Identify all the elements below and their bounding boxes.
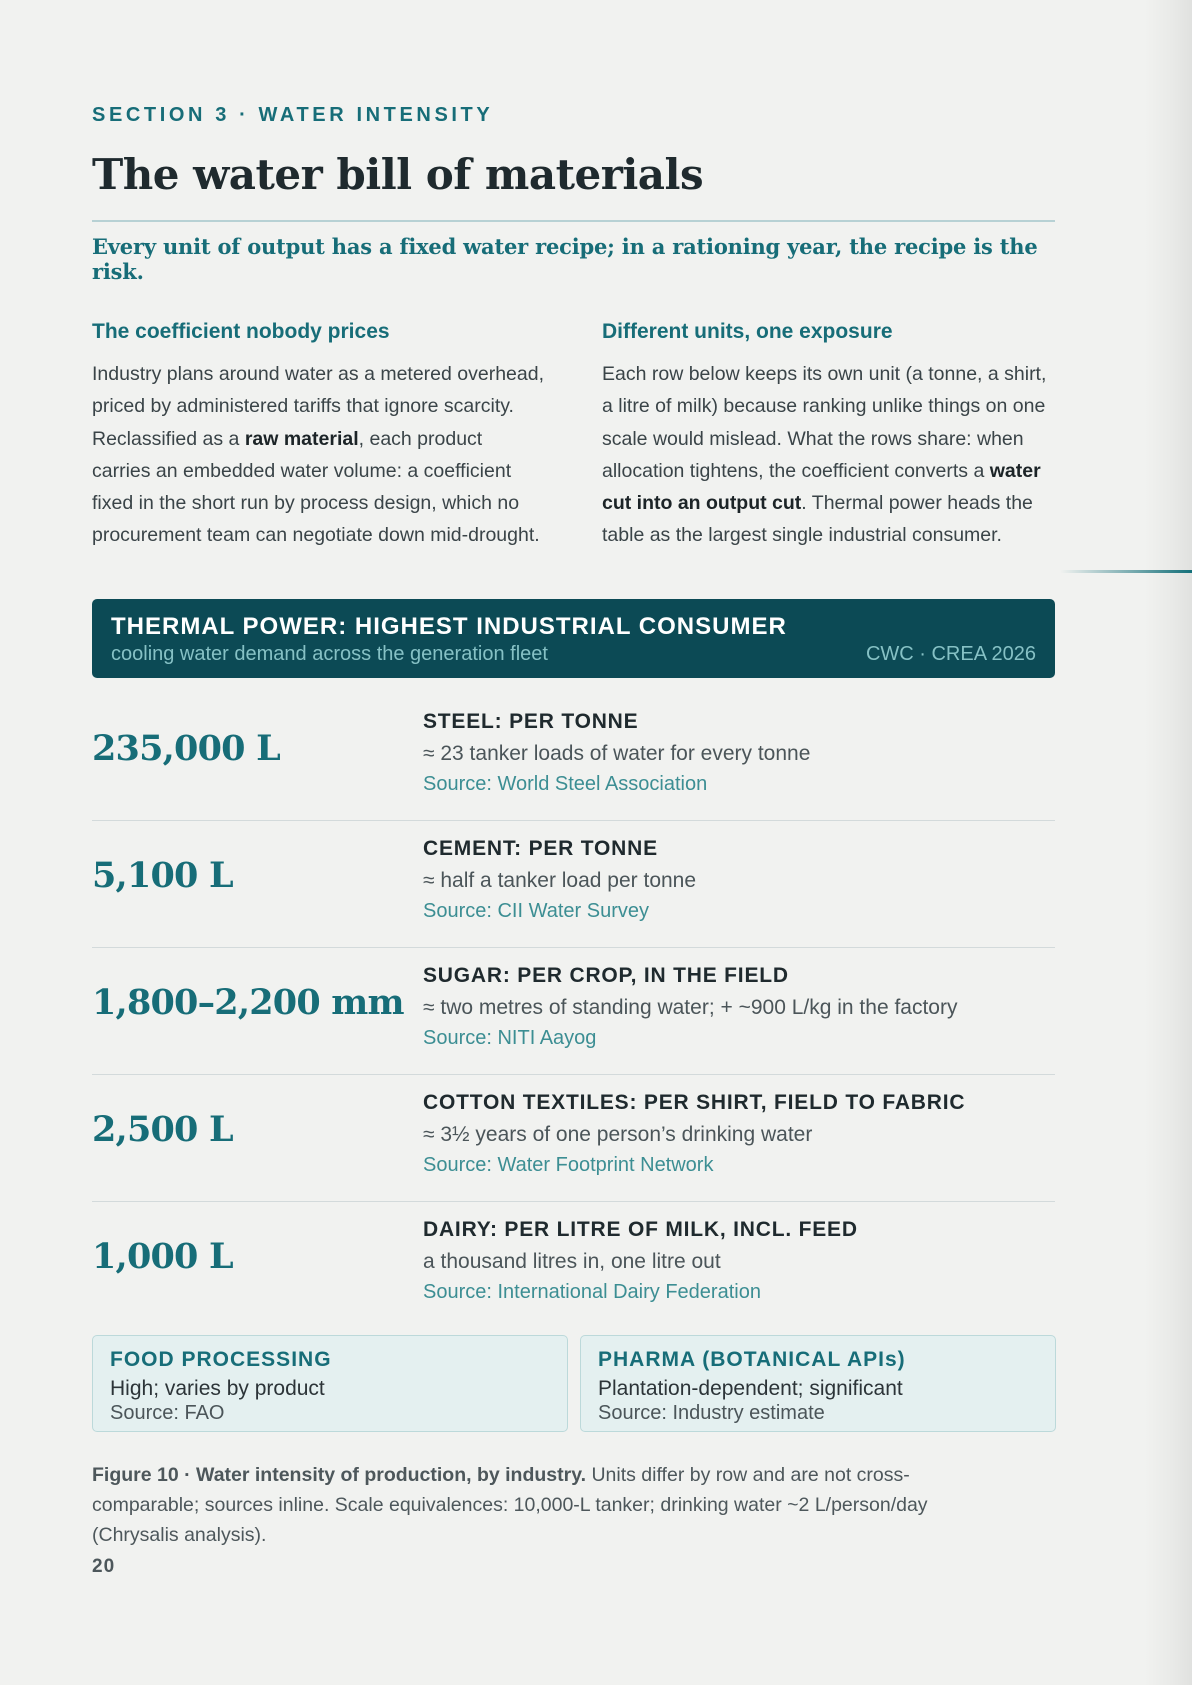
card-source: Source: FAO bbox=[110, 1402, 225, 1424]
row-value: 5,100 L bbox=[92, 855, 233, 896]
left-column-heading: The coefficient nobody prices bbox=[92, 320, 390, 343]
row-value: 2,500 L bbox=[92, 1109, 233, 1150]
row-equivalence: ≈ 23 tanker loads of water for every tonne bbox=[423, 742, 811, 765]
left-column-body bbox=[92, 358, 544, 552]
left-column bbox=[92, 320, 544, 552]
row-label: CEMENT: PER TONNE bbox=[423, 837, 658, 860]
banner-source: CWC · CREA 2026 bbox=[865, 643, 1036, 665]
pharma-card bbox=[580, 1335, 1056, 1432]
table-row bbox=[92, 694, 1055, 821]
row-value: 1,800–2,200 mm bbox=[92, 982, 404, 1023]
thermal-power-banner bbox=[92, 599, 1055, 678]
page-number: 20 bbox=[92, 1556, 116, 1577]
row-source: Source: International Dairy Federation bbox=[423, 1281, 761, 1303]
right-column bbox=[602, 320, 1054, 552]
page-title: The water bill of materials bbox=[92, 150, 704, 199]
row-source: Source: Water Footprint Network bbox=[423, 1154, 714, 1176]
row-source: Source: World Steel Association bbox=[423, 773, 708, 795]
row-label: DAIRY: PER LITRE OF MILK, INCL. FEED bbox=[423, 1218, 858, 1241]
card-source: Source: Industry estimate bbox=[598, 1402, 825, 1424]
card-description: High; varies by product bbox=[110, 1377, 325, 1400]
banner-subtitle: cooling water demand across the generation fleet bbox=[111, 643, 548, 665]
row-source: Source: NITI Aayog bbox=[423, 1027, 597, 1049]
card-description: Plantation-dependent; significant bbox=[598, 1377, 903, 1400]
left-body-text-2: , each product carries an embedded water volume: a coefficient fixed in the short run by process design, which no procurement team can negotiate down mid-drought. bbox=[92, 427, 540, 547]
row-label: STEEL: PER TONNE bbox=[423, 710, 639, 733]
card-title: FOOD PROCESSING bbox=[110, 1348, 332, 1371]
table-row bbox=[92, 1202, 1055, 1328]
banner-title: THERMAL POWER: HIGHEST INDUSTRIAL CONSUMER bbox=[111, 613, 787, 640]
food-processing-card bbox=[92, 1335, 568, 1432]
table-row bbox=[92, 1075, 1055, 1202]
caption-lead: Figure 10 · Water intensity of production, by industry. bbox=[92, 1464, 587, 1486]
row-equivalence: ≈ 3½ years of one person’s drinking water bbox=[423, 1123, 813, 1146]
row-label: COTTON TEXTILES: PER SHIRT, FIELD TO FABRIC bbox=[423, 1091, 966, 1114]
table-row bbox=[92, 948, 1055, 1075]
caption-text: Units differ by row and are not cross-comparable; sources inline. Scale equivalences: 10,000-L tanker; drinking water ~2 L/person/day (Chrysalis analysis). bbox=[92, 1464, 928, 1546]
right-body-text-1: Each row below keeps its own unit (a tonne, a shirt, a litre of milk) because ranking unlike things on one scale would mislead. What the rows share: when allocation tightens, the coefficient converts a bbox=[602, 363, 1047, 482]
row-value: 235,000 L bbox=[92, 728, 280, 769]
row-equivalence: a thousand litres in, one litre out bbox=[423, 1250, 721, 1273]
row-equivalence: ≈ two metres of standing water; + ~900 L/kg in the factory bbox=[423, 996, 958, 1019]
right-column-heading: Different units, one exposure bbox=[602, 320, 893, 343]
page-edge-shadow bbox=[1144, 0, 1192, 1685]
row-value: 1,000 L bbox=[92, 1236, 233, 1277]
left-body-text-1: Industry plans around water as a metered overhead, priced by administered tariffs that ignore scarcity. Reclassified as a bbox=[92, 363, 545, 450]
section-kicker: SECTION 3 · WATER INTENSITY bbox=[92, 104, 494, 126]
left-body-emphasis: raw material bbox=[244, 427, 359, 450]
right-body-text-2: . Thermal power heads the table as the largest single industrial consumer. bbox=[602, 492, 1033, 547]
row-equivalence: ≈ half a tanker load per tonne bbox=[423, 869, 697, 892]
right-column-body bbox=[602, 358, 1054, 552]
row-source: Source: CII Water Survey bbox=[423, 900, 649, 922]
table-row bbox=[92, 821, 1055, 948]
figure-caption bbox=[92, 1460, 1012, 1550]
card-title: PHARMA (BOTANICAL APIs) bbox=[598, 1348, 906, 1371]
intensity-table bbox=[92, 694, 1055, 1328]
edge-accent-rule bbox=[1060, 570, 1192, 573]
page-dek: Every unit of output has a fixed water recipe; in a rationing year, the recipe is the risk. bbox=[92, 234, 1038, 284]
right-body-emphasis: water cut into an output cut bbox=[602, 459, 1041, 515]
qualitative-cards bbox=[92, 1335, 1055, 1432]
row-label: SUGAR: PER CROP, IN THE FIELD bbox=[423, 964, 789, 987]
title-divider bbox=[92, 220, 1055, 222]
